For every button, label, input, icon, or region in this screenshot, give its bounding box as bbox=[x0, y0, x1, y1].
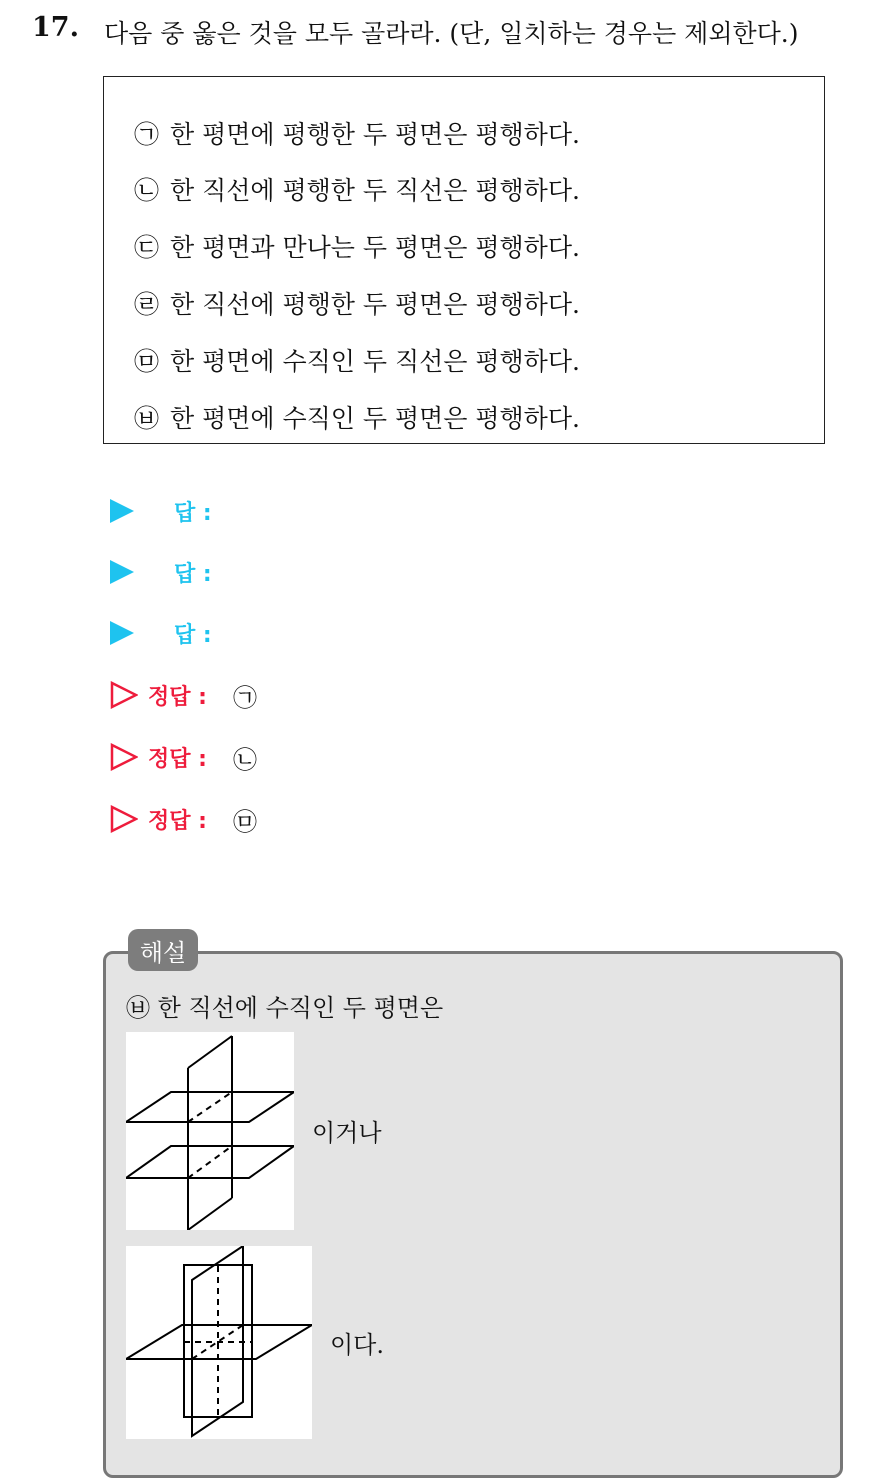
outline-triangle-icon bbox=[110, 681, 138, 709]
answer-label: 답 : bbox=[174, 500, 212, 526]
statement-1 bbox=[134, 115, 580, 151]
correct-label: 정답 : bbox=[148, 746, 207, 772]
answer-label: 답 : bbox=[174, 622, 212, 648]
figure2-caption: 이다. bbox=[330, 1331, 384, 1359]
figure1-caption: 이거나 bbox=[312, 1119, 382, 1147]
statement-mark: ㉢ bbox=[134, 233, 160, 262]
explanation-text: ㉥ 한 직선에 수직인 두 평면은 bbox=[126, 994, 444, 1022]
question-text: 다음 중 옳은 것을 모두 골라라. (단, 일치하는 경우는 제외한다.) bbox=[104, 19, 799, 48]
outline-triangle-icon bbox=[110, 743, 138, 771]
question-number: 17. bbox=[32, 12, 79, 43]
correct-answer-2 bbox=[110, 737, 257, 777]
statement-mark: ㉠ bbox=[134, 120, 160, 149]
statement-text: 한 평면에 수직인 두 평면은 평행하다. bbox=[170, 404, 580, 433]
correct-value: ㉤ bbox=[232, 807, 257, 836]
answer-blank-3[interactable] bbox=[110, 613, 212, 653]
statement-text: 한 평면에 평행한 두 평면은 평행하다. bbox=[170, 120, 580, 149]
statement-5 bbox=[134, 342, 580, 378]
outline-triangle-icon bbox=[110, 805, 138, 833]
correct-value: ㉡ bbox=[232, 745, 257, 774]
correct-label: 정답 : bbox=[148, 684, 207, 710]
statement-3 bbox=[134, 228, 580, 264]
statement-4 bbox=[134, 285, 580, 321]
statement-text: 한 직선에 평행한 두 직선은 평행하다. bbox=[170, 176, 580, 205]
statement-text: 한 평면에 수직인 두 직선은 평행하다. bbox=[170, 347, 580, 376]
statement-mark: ㉤ bbox=[134, 347, 160, 376]
answer-blank-1[interactable] bbox=[110, 491, 212, 531]
statement-2 bbox=[134, 171, 580, 207]
play-triangle-icon bbox=[110, 560, 134, 584]
answer-label: 답 : bbox=[174, 561, 212, 587]
statement-text: 한 직선에 평행한 두 평면은 평행하다. bbox=[170, 290, 580, 319]
statement-6 bbox=[134, 399, 580, 435]
statements-box bbox=[103, 76, 825, 444]
statement-mark: ㉥ bbox=[134, 404, 160, 433]
intersecting-planes-figure bbox=[126, 1246, 312, 1439]
parallel-planes-figure bbox=[126, 1032, 294, 1230]
statement-mark: ㉣ bbox=[134, 290, 160, 319]
correct-answer-1 bbox=[110, 675, 257, 715]
play-triangle-icon bbox=[110, 621, 134, 645]
explanation-tab: 해설 bbox=[128, 929, 198, 971]
statement-mark: ㉡ bbox=[134, 176, 160, 205]
correct-label: 정답 : bbox=[148, 808, 207, 834]
correct-value: ㉠ bbox=[232, 683, 257, 712]
correct-answer-3 bbox=[110, 799, 257, 839]
play-triangle-icon bbox=[110, 499, 134, 523]
answer-blank-2[interactable] bbox=[110, 552, 212, 592]
statement-text: 한 평면과 만나는 두 평면은 평행하다. bbox=[170, 233, 580, 262]
